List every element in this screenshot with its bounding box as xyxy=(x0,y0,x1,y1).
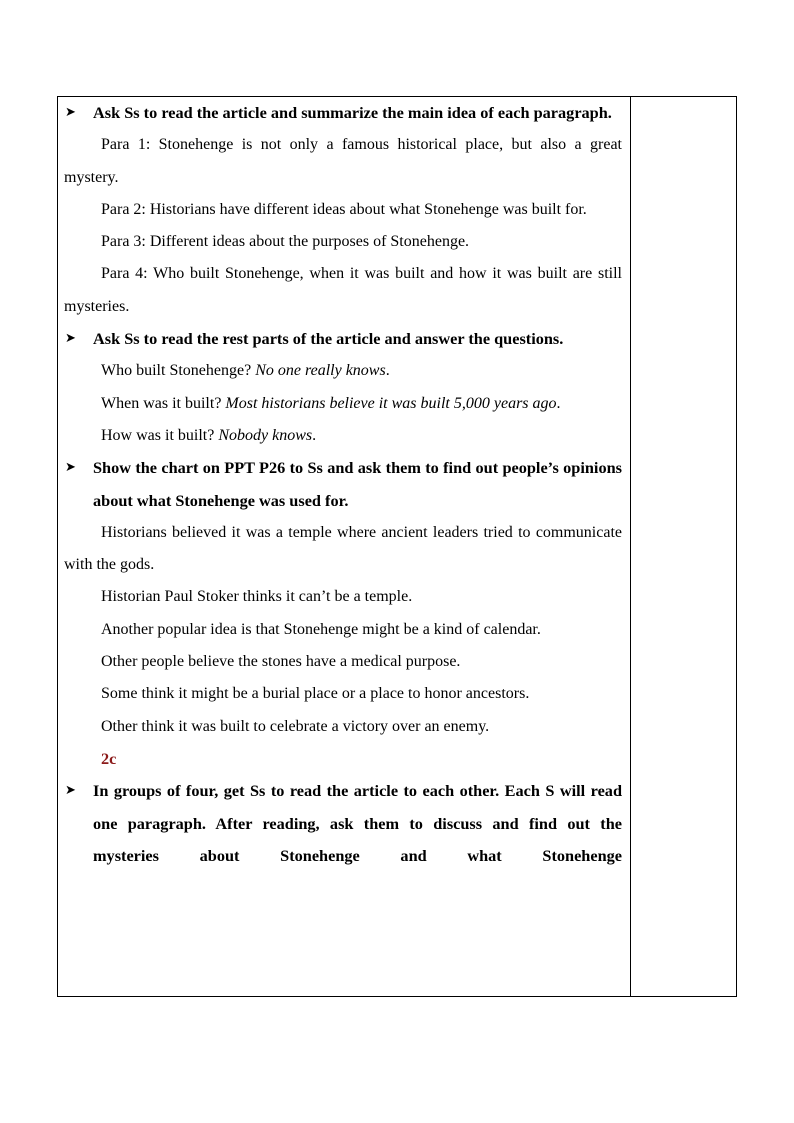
answer-text: Nobody knows xyxy=(218,426,313,444)
paragraph-summary-4: Para 4: Who built Stonehenge, when it was built and how it was built are still mysteries. xyxy=(64,265,622,315)
opinion-4: Other people believe the stones have a medical purpose. xyxy=(101,653,461,671)
opinion-6: Other think it was built to celebrate a victory over an enemy. xyxy=(101,717,490,735)
lesson-table xyxy=(57,96,737,997)
opinion-1: Historians believed it was a temple where ancient leaders tried to communicate with the gods. xyxy=(64,523,622,574)
answer-text: No one really knows xyxy=(255,362,386,380)
arrow-bullet-icon: ➤ xyxy=(65,331,76,347)
arrow-bullet-icon: ➤ xyxy=(65,460,76,476)
task-text: Show the chart on PPT P26 to Ss and ask them to find out people’s opinions about what Stonehenge was used for. xyxy=(93,458,622,510)
opinion-5: Some think it might be a burial place or a place to honor ancestors. xyxy=(101,685,530,703)
task-bullet-chart xyxy=(64,452,622,517)
question-text: How was it built? xyxy=(101,426,215,444)
task-text: Ask Ss to read the rest parts of the article and answer the questions. xyxy=(93,329,564,349)
answer-text: Most historians believe it was built 5,000 years ago xyxy=(225,394,557,412)
task-text: Ask Ss to read the article and summarize the main idea of each paragraph. xyxy=(93,103,612,122)
arrow-bullet-icon: ➤ xyxy=(65,783,76,799)
question-answer-1: Who built Stonehenge? No one really knows. xyxy=(101,362,390,380)
task-bullet-questions xyxy=(64,323,622,355)
paragraph-summary-1: Para 1: Stonehenge is not only a famous historical place, but also a great mystery. xyxy=(64,136,622,186)
opinion-3: Another popular idea is that Stonehenge might be a kind of calendar. xyxy=(101,620,541,638)
question-text: When was it built? xyxy=(101,394,222,412)
question-text: Who built Stonehenge? xyxy=(101,362,252,380)
opinion-2: Historian Paul Stoker thinks it can’t be a temple. xyxy=(101,588,413,606)
section-label-2c: 2c xyxy=(101,748,117,768)
task-bullet-groups xyxy=(64,775,622,872)
notes-column xyxy=(631,97,736,996)
question-answer-2: When was it built? Most historians believe it was built 5,000 years ago. xyxy=(101,394,561,412)
question-answer-3: How was it built? Nobody knows. xyxy=(101,426,317,444)
procedure-column xyxy=(58,97,631,996)
paragraph-summary-3: Para 3: Different ideas about the purposes of Stonehenge. xyxy=(101,233,470,251)
arrow-bullet-icon: ➤ xyxy=(65,105,76,120)
task-bullet-summarize xyxy=(64,97,622,129)
paragraph-summary-2: Para 2: Historians have different ideas about what Stonehenge was built for. xyxy=(101,200,587,218)
task-text: In groups of four, get Ss to read the article to each other. Each S will read one paragraph. After reading, ask them to discuss and find out the mysteries about Stonehenge and what Stonehenge xyxy=(93,781,622,865)
